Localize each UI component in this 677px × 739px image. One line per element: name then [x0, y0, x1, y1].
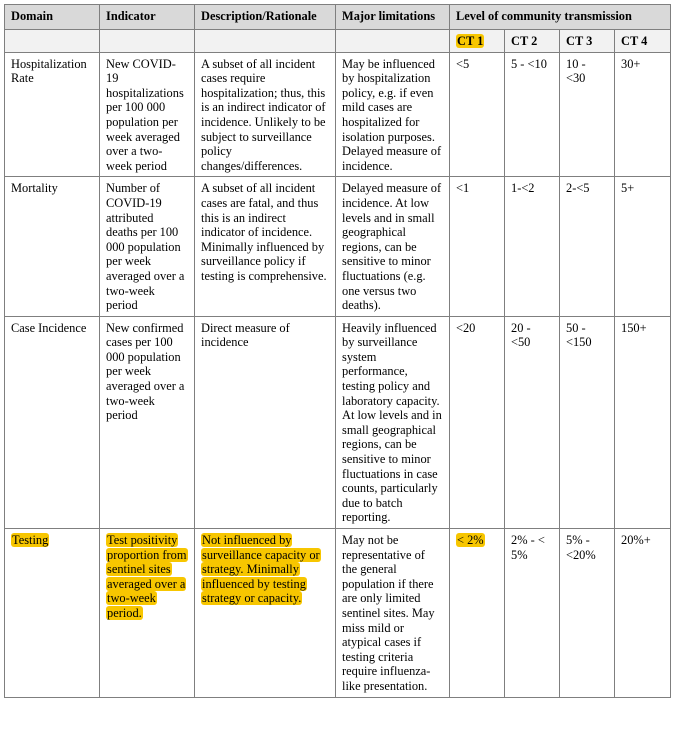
- subheader-ct1: [450, 30, 505, 53]
- subheader-ct4: CT 4: [615, 30, 671, 53]
- row-ct1: <1: [450, 177, 505, 316]
- row-ct3: 50 - <150: [560, 316, 615, 528]
- table-row-testing: [5, 529, 671, 698]
- row-ct2: 2% - < 5%: [505, 529, 560, 698]
- row-description: A subset of all incident cases are fatal, and thus this is an indirect indicator of incidence. Minimally influenced by surveillance policy if testing is comprehensive.: [195, 177, 336, 316]
- subheader-ct3: CT 3: [560, 30, 615, 53]
- row-ct2: 20 - <50: [505, 316, 560, 528]
- row-ct2: 5 - <10: [505, 52, 560, 177]
- highlighted-indicator: Test positivity proportion from sentinel sites averaged over a two-week period.: [107, 533, 187, 620]
- row-indicator: New confirmed cases per 100 000 population per week averaged over a two-week period: [100, 316, 195, 528]
- row-description: A subset of all incident cases require hospitalization; thus, this is an indirect indicator of incidence. Unlikely to be subject to surveillance policy changes/differences.: [195, 52, 336, 177]
- header-indicator: Indicator: [100, 5, 195, 30]
- community-transmission-table: [4, 4, 671, 698]
- highlighted-domain: Testing: [12, 533, 49, 547]
- subheader-blank: [336, 30, 450, 53]
- row-domain: Mortality: [5, 177, 100, 316]
- highlighted-ct1: < 2%: [457, 533, 484, 547]
- row-indicator: Number of COVID-19 attributed deaths per 100 000 population per week averaged over a two-week period: [100, 177, 195, 316]
- subheader-blank: [5, 30, 100, 53]
- row-ct4: 5+: [615, 177, 671, 316]
- row-ct2: 1-<2: [505, 177, 560, 316]
- row-description: Direct measure of incidence: [195, 316, 336, 528]
- row-ct3: 5% - <20%: [560, 529, 615, 698]
- row-indicator: [100, 529, 195, 698]
- subheader-ct2: CT 2: [505, 30, 560, 53]
- ct1-label: CT 1: [457, 34, 484, 48]
- subheader-row: [5, 30, 671, 53]
- row-domain: Hospitalization Rate: [5, 52, 100, 177]
- row-ct4: 150+: [615, 316, 671, 528]
- subheader-blank: [100, 30, 195, 53]
- row-ct1: [450, 529, 505, 698]
- row-limitations: Heavily influenced by surveillance system performance, testing policy and laboratory capacity. At low levels and in small geographical regions, can be sensitive to minor fluctuations in case counts, particularly due to batch reporting.: [336, 316, 450, 528]
- row-ct1: <20: [450, 316, 505, 528]
- row-ct4: 20%+: [615, 529, 671, 698]
- row-domain: Case Incidence: [5, 316, 100, 528]
- row-ct3: 10 - <30: [560, 52, 615, 177]
- row-limitations: May not be representative of the general population if there are only limited sentinel sites. May miss mild or atypical cases if testing criteria require influenza-like presentation.: [336, 529, 450, 698]
- table-row: [5, 177, 671, 316]
- row-ct1: <5: [450, 52, 505, 177]
- row-indicator: New COVID-19 hospitalizations per 100 000 population per week averaged over a two-week period: [100, 52, 195, 177]
- row-description: [195, 529, 336, 698]
- row-ct4: 30+: [615, 52, 671, 177]
- row-ct3: 2-<5: [560, 177, 615, 316]
- subheader-blank: [195, 30, 336, 53]
- row-domain: [5, 529, 100, 698]
- table-row: [5, 52, 671, 177]
- header-level: Level of community transmission: [450, 5, 671, 30]
- header-description: Description/Rationale: [195, 5, 336, 30]
- header-limitations: Major limitations: [336, 5, 450, 30]
- highlighted-description: Not influenced by surveillance capacity or strategy. Minimally influenced by testing strategy or capacity.: [202, 533, 320, 606]
- header-row: [5, 5, 671, 30]
- row-limitations: Delayed measure of incidence. At low levels and in small geographical regions, can be sensitive to minor fluctuations (e.g. one versus two deaths).: [336, 177, 450, 316]
- table-row: [5, 316, 671, 528]
- row-limitations: May be influenced by hospitalization policy, e.g. if even mild cases are hospitalized for isolation purposes. Delayed measure of incidence.: [336, 52, 450, 177]
- header-domain: Domain: [5, 5, 100, 30]
